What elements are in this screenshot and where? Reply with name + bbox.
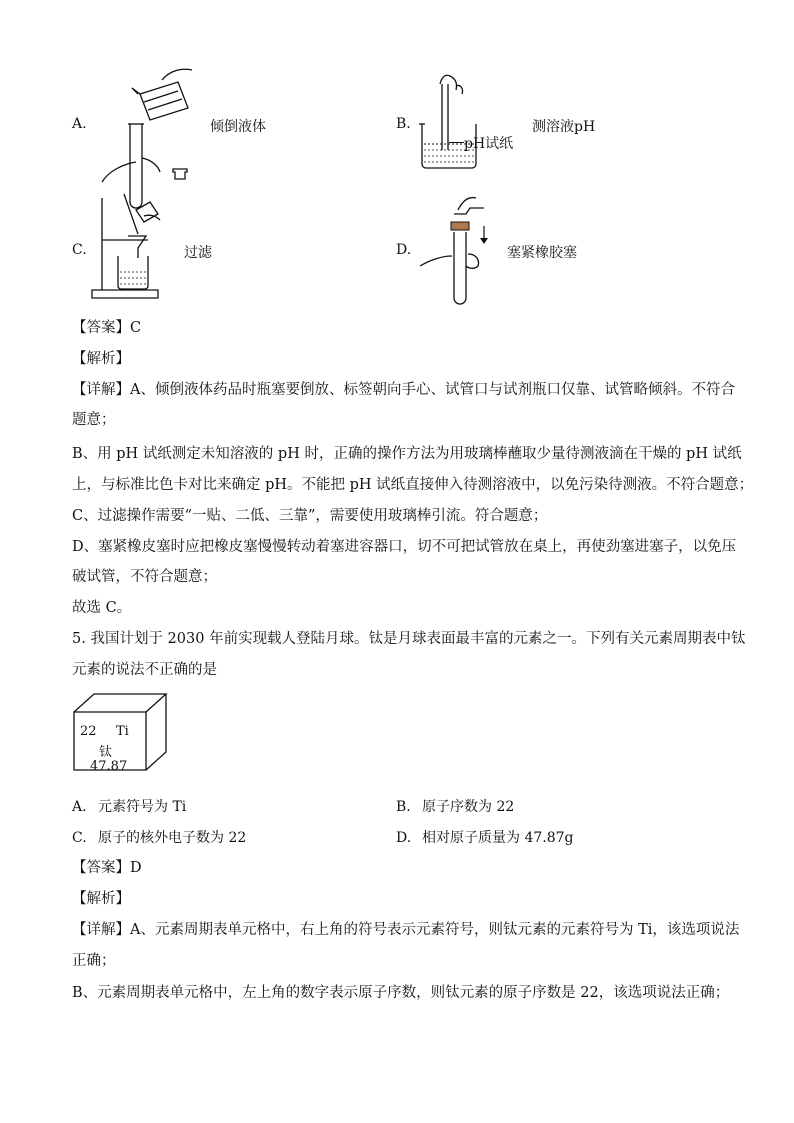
q5-stem-line-2: 元素的说法不正确的是 <box>72 662 217 678</box>
choice-text: 相对原子质量为 47.87g <box>422 830 574 846</box>
q5-detail-line-1: 【详解】A、元素周期表单元格中，右上角的符号表示元素符号，则钛元素的元素符号为 Ti，该选项说法 <box>72 922 740 938</box>
q5-choice-a <box>72 796 186 816</box>
option-c-letter: C. <box>72 242 87 258</box>
q4-detail-line-8: 故选 C。 <box>72 600 132 616</box>
q4-detail-line-4: 上，与标准比色卡对比来确定 pH。不能把 pH 试纸直接伸入待测溶液中，以免污染待测液。不符合题意； <box>72 477 754 493</box>
option-b-caption: 测溶液pH <box>532 119 596 135</box>
option-d-letter: D. <box>396 242 412 258</box>
q5-analysis-heading: 【解析】 <box>72 891 130 907</box>
option-a-letter: A. <box>72 116 87 132</box>
q4-detail-line-3: B、用 pH 试纸测定未知溶液的 pH 时，正确的操作方法为用玻璃棒蘸取少量待测液滴在干燥的 pH 试纸 <box>72 446 742 462</box>
q5-detail-line-2: 正确； <box>72 953 116 969</box>
element-atomic-number: 22 <box>80 724 97 739</box>
choice-label: B. <box>396 799 411 815</box>
q4-detail-line-7: 破试管，不符合题意； <box>72 569 217 585</box>
q5-choice-c <box>72 827 246 847</box>
q4-detail-line-5: C、过滤操作需要“一贴、二低、三靠”，需要使用玻璃棒引流。符合题意； <box>72 508 548 524</box>
option-d-caption: 塞紧橡胶塞 <box>507 245 577 261</box>
filtration-figure <box>88 192 188 302</box>
q5-detail-line-3: B、元素周期表单元格中，左上角的数字表示原子序数，则钛元素的原子序数是 22，该选项说法正确； <box>72 985 730 1001</box>
q5-answer: 【答案】D <box>72 860 142 876</box>
option-b-letter: B. <box>396 116 411 132</box>
ph-paper-leader <box>449 142 464 143</box>
option-a-caption: 倾倒液体 <box>210 119 266 135</box>
q4-detail-line-1: 【详解】A、倾倒液体药品时瓶塞要倒放、标签朝向手心、试管口与试剂瓶口仅靠、试管略倾斜。不符合 <box>72 382 735 398</box>
rubber-stopper-figure <box>418 192 518 308</box>
q5-stem-line-1: 5. 我国计划于 2030 年前实现载人登陆月球。钛是月球表面最丰富的元素之一。下列有关元素周期表中钛 <box>72 631 746 647</box>
q4-detail-line-2: 题意； <box>72 412 116 428</box>
q4-detail-line-6: D、塞紧橡皮塞时应把橡皮塞慢慢转动着塞进容器口，切不可把试管放在桌上，再使劲塞进塞子，以免压 <box>72 539 737 555</box>
choice-label: D. <box>396 830 412 846</box>
bottle-stopper <box>172 168 188 180</box>
choice-label: A. <box>72 799 87 815</box>
choice-label: C. <box>72 830 87 846</box>
q5-choice-d <box>396 827 574 847</box>
q5-choice-b <box>396 796 514 816</box>
element-symbol: Ti <box>116 724 129 739</box>
choice-text: 元素符号为 Ti <box>98 799 187 815</box>
choice-text: 原子的核外电子数为 22 <box>98 830 247 846</box>
choice-text: 原子序数为 22 <box>422 799 515 815</box>
option-c-caption: 过滤 <box>184 245 212 261</box>
ph-paper-label: pH试纸 <box>464 136 514 152</box>
q4-answer: 【答案】C <box>72 320 142 336</box>
ph-test-figure <box>416 74 506 174</box>
q4-analysis-heading: 【解析】 <box>72 351 130 367</box>
element-atomic-mass: 47.87 <box>90 759 128 774</box>
element-name: 钛 <box>99 745 113 760</box>
